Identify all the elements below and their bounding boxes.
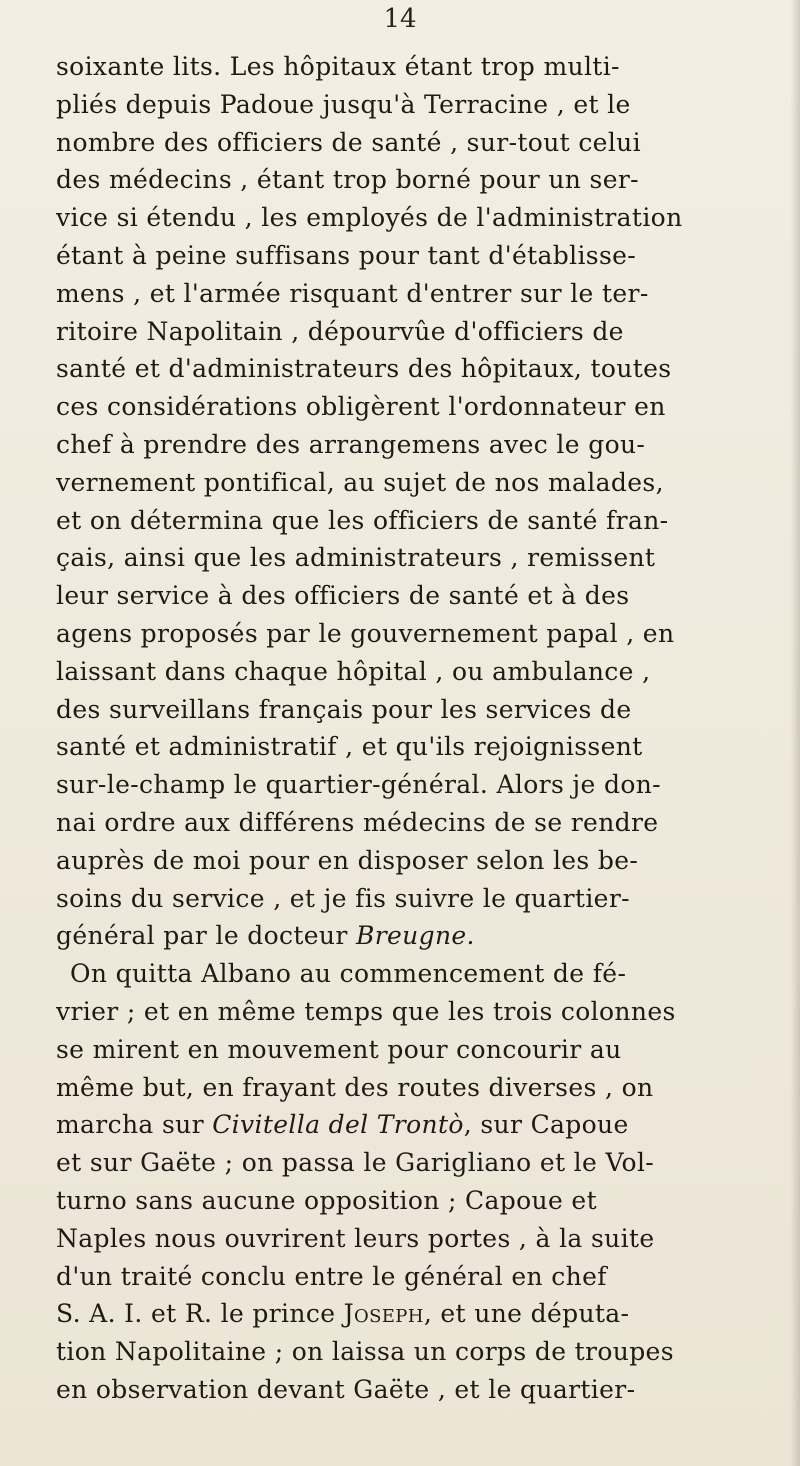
author-name: Breugne.: [355, 921, 475, 951]
text-segment: général par le docteur: [56, 921, 356, 951]
text-line: turno sans aucune opposition ; Capoue et: [56, 1185, 597, 1215]
text-line: santé et d'administrateurs des hôpitaux, toutes: [56, 354, 672, 384]
text-line: [56, 1295, 792, 1333]
text-line: en observation devant Gaëte , et le quartier-: [56, 1374, 636, 1404]
text-line: chef à prendre des arrangemens avec le gou-: [56, 429, 646, 459]
text-line: vice si étendu , les employés de l'administration: [56, 203, 683, 233]
text-line: même but, en frayant des routes diverses , on: [56, 1072, 654, 1102]
text-line: nombre des officiers de santé , sur-tout celui: [56, 127, 641, 157]
text-line: ritoire Napolitain , dépourvûe d'officiers de: [56, 316, 624, 346]
text-line: tion Napolitaine ; on laissa un corps de troupes: [56, 1337, 674, 1367]
text-line: nai ordre aux différens médecins de se rendre: [56, 807, 659, 837]
text-line: d'un traité conclu entre le général en chef: [56, 1261, 607, 1291]
text-line: santé et administratif , et qu'ils rejoignissent: [56, 732, 643, 762]
body-text: [56, 48, 792, 1409]
text-line: des médecins , étant trop borné pour un ser-: [56, 165, 639, 195]
text-line: [56, 917, 792, 955]
text-line: vernement pontifical, au sujet de nos malades,: [56, 467, 664, 497]
text-line: soins du service , et je fis suivre le quartier-: [56, 883, 630, 913]
text-segment: , sur Capoue: [463, 1110, 629, 1140]
text-line: mens , et l'armée risquant d'entrer sur le ter-: [56, 278, 649, 308]
text-segment: S. A. I. et R. le prince: [56, 1299, 344, 1329]
text-line: auprès de moi pour en disposer selon les be-: [56, 845, 639, 875]
text-line: et on détermina que les officiers de santé fran-: [56, 505, 669, 535]
text-segment: , et une députa-: [423, 1299, 630, 1329]
text-line: des surveillans français pour les services de: [56, 694, 632, 724]
text-line: ces considérations obligèrent l'ordonnateur en: [56, 392, 666, 422]
person-name: Joseph: [343, 1299, 424, 1329]
text-line: pliés depuis Padoue jusqu'à Terracine , et le: [56, 89, 631, 119]
paragraph-start-line: On quitta Albano au commencement de fé-: [70, 959, 627, 989]
text-line: et sur Gaëte ; on passa le Garigliano et le Vol-: [56, 1148, 655, 1178]
text-line: sur-le-champ le quartier-général. Alors je don-: [56, 770, 661, 800]
page-number: 14: [383, 4, 417, 34]
text-line: laissant dans chaque hôpital , ou ambulance ,: [56, 656, 651, 686]
place-name: Civitella del Trontò: [212, 1110, 464, 1140]
text-line: agens proposés par le gouvernement papal , en: [56, 618, 675, 648]
text-line: se mirent en mouvement pour concourir au: [56, 1034, 622, 1064]
text-segment: marcha sur: [56, 1110, 213, 1140]
text-line: vrier ; et en même temps que les trois colonnes: [56, 996, 676, 1026]
text-line: étant à peine suffisans pour tant d'établisse-: [56, 240, 637, 270]
text-line: çais, ainsi que les administrateurs , remissent: [56, 543, 656, 573]
text-line: [56, 1106, 792, 1144]
text-line: leur service à des officiers de santé et à des: [56, 581, 630, 611]
text-line: soixante lits. Les hôpitaux étant trop multi-: [56, 52, 620, 81]
text-line: Naples nous ouvrirent leurs portes , à la suite: [56, 1223, 655, 1253]
